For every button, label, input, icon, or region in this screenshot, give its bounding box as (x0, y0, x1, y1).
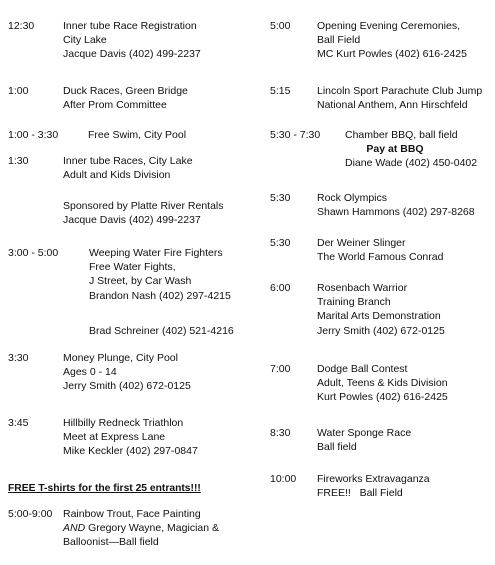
event-line: Brad Schreiner (402) 521-4216 (89, 325, 234, 337)
event-line: Shawn Hammons (402) 297-8268 (317, 206, 475, 219)
event-time: 3:00 - 5:00 (8, 247, 59, 259)
event-line: Jerry Smith (402) 672-0125 (63, 380, 191, 393)
event-line: Fireworks Extravaganza (317, 473, 430, 485)
event-time: 5:00-9:00 (8, 508, 53, 520)
event-time: 6:00 (270, 282, 291, 294)
event-time: 5:30 (270, 192, 291, 204)
event-line: The World Famous Conrad (317, 251, 444, 264)
free-tshirts-notice: FREE T-shirts for the first 25 entrants!!! (8, 483, 201, 494)
event-line: Free Water Fights, (89, 261, 176, 274)
event-line: Inner tube Races, City Lake (63, 155, 193, 167)
event-line: Balloonist—Ball field (63, 536, 159, 549)
event-line: J Street, by Car Wash (89, 275, 192, 288)
event-time: 1:00 (8, 85, 29, 97)
event-time: 1:30 (8, 155, 29, 167)
event-time: 12:30 (8, 20, 35, 32)
emphasis-and: AND (63, 522, 86, 535)
event-line: Lincoln Sport Parachute Club Jump (317, 85, 483, 97)
event-line: Meet at Express Lane (63, 431, 166, 444)
event-line (63, 521, 255, 535)
event-line: Jacque Davis (402) 499-2237 (63, 214, 201, 227)
event-line: National Anthem, Ann Hirschfeld (317, 99, 468, 112)
event-time: 5:15 (270, 85, 291, 97)
event-line: Inner tube Race Registration (63, 20, 197, 32)
event-line: FREE!! Ball Field (317, 487, 403, 500)
event-time: 5:30 (270, 237, 291, 249)
event-line: Diane Wade (402) 450-0402 (345, 157, 478, 170)
event-time: 5:30 - 7:30 (270, 129, 321, 141)
event-line: Money Plunge, City Pool (63, 352, 178, 364)
event-line: Ball field (317, 441, 357, 454)
event-line: Adult, Teens & Kids Division (317, 377, 448, 390)
event-time: 7:00 (270, 363, 291, 375)
event-line: Ages 0 - 14 (63, 366, 117, 379)
event-line: Hillbilly Redneck Triathlon (63, 417, 184, 429)
event-line: Rock Olympics (317, 192, 388, 204)
event-line: Sponsored by Platte River Rentals (63, 200, 224, 212)
event-line: Kurt Powles (402) 616-2425 (317, 391, 448, 404)
event-line: Rosenbach Warrior (317, 282, 408, 294)
event-line: Adult and Kids Division (63, 169, 171, 182)
event-time: 3:45 (8, 417, 29, 429)
event-time: 8:30 (270, 427, 291, 439)
event-line: Water Sponge Race (317, 427, 412, 439)
event-line: Pay at BBQ (366, 143, 424, 156)
event-line: Opening Evening Ceremonies, (317, 20, 461, 32)
event-line-rest: Gregory Wayne, Magician & (85, 522, 220, 535)
event-line: Jerry Smith (402) 672-0125 (317, 324, 445, 337)
event-line: Weeping Water Fire Fighters (89, 247, 223, 259)
event-line: MC Kurt Powles (402) 616-2425 (317, 48, 467, 61)
event-line: After Prom Committee (63, 99, 167, 112)
event-time: 5:00 (270, 20, 291, 32)
event-line: Free Swim, City Pool (88, 129, 187, 141)
event-line: Jacque Davis (402) 499-2237 (63, 48, 201, 61)
event-line: Der Weiner Slinger (317, 237, 406, 249)
event-line: Mike Keckler (402) 297-0847 (63, 445, 198, 458)
event-time: 1:00 - 3:30 (8, 129, 59, 141)
event-line: Training Branch (317, 296, 391, 309)
event-time: 3:30 (8, 352, 29, 364)
event-line: City Lake (63, 34, 107, 47)
event-line: Chamber BBQ, ball field (345, 129, 458, 141)
event-line: Marital Arts Demonstration (317, 310, 441, 323)
event-time: 10:00 (270, 473, 297, 485)
event-line: Dodge Ball Contest (317, 363, 408, 375)
event-line: Rainbow Trout, Face Painting (63, 508, 201, 520)
event-line: Duck Races, Green Bridge (63, 85, 188, 97)
event-line: Ball Field (317, 34, 361, 47)
event-line: Brandon Nash (402) 297-4215 (89, 289, 231, 302)
